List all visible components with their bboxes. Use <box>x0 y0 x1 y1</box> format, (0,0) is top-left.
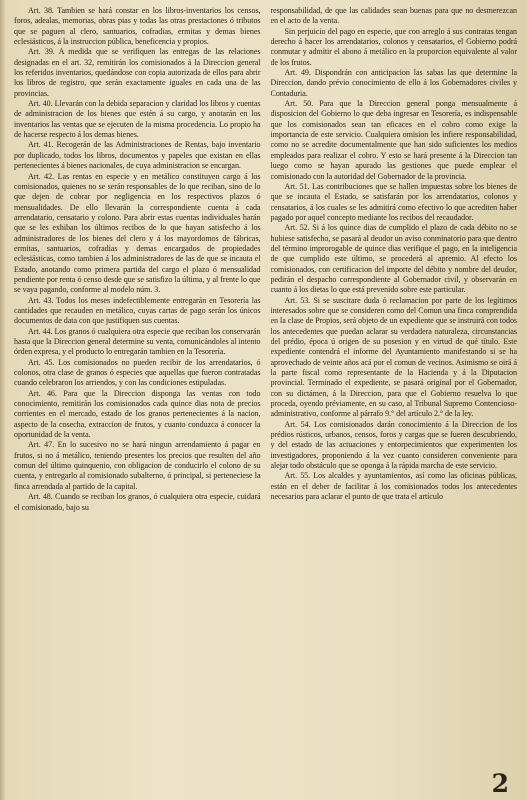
left-column <box>14 6 261 776</box>
article-paragraph: Art. 43. Todos los meses indefectiblemente entregarán en Tesorería las cantidades que recauden en metálico, cuyas cartas de pago serán los únicos documentos de data con que justifiquen sus cuentas. <box>14 295 261 326</box>
article-paragraph: Art. 46. Para que la Direccion disponga las ventas con todo conocimiento, remitirán los comisionados cada quince dias nota de precios corrientes en el mercado, estado de los granos pertenecientes á la nacion, aspecto de la cosecha, extraccion de frutos, y cuanto conduzca á conocer la oportunidad de la venta. <box>14 388 261 440</box>
article-paragraph: Art. 49. Dispondrán con anticipacion las sabas las que determine la Direccion, dando prévio conocimiento de ello á los Gobernadores civiles y Contaduria. <box>270 68 517 98</box>
article-paragraph: Art. 45. Los comisionados no pueden recibir de los arrendatarios, ó colonos, otra clase de granos ó especies que aquellas que fueron contratadas cuando celebraron los arriendos, y con las condiciones estipuladas. <box>14 357 261 388</box>
article-paragraph: Art. 38. Tambien se hará constar en los libros-inventarios los censos, foros, adealas, memorias, obras pias y todas las otras prestaciones ó tributos que se paguen al clero, santuarios, cofradias, ermitas y demas bienes eclesiásticos, á la instruccion pública, beneficencia y propios. <box>14 6 261 47</box>
binding-edge-shadow <box>0 0 6 800</box>
article-paragraph: Art. 50. Para que la Direccion general ponga mensualmente á disposicion del Gobierno lo que deba ingresar en Tesorería, es indispensable que los comisionados sean tan eficaces en el cobro como exige la importancia de este servicio. Cualquiera omision les infiere responsabilidad, como no se acredite documentalmente que han sido suficientes los medios empleados para realizar el cobro. Y esto se hará presente á la Direccion tan luego como se hayan apurado las gestiones que puede emplear el comisionado con la autoridad del Gobernador de la provincia. <box>270 99 517 181</box>
article-paragraph: Art. 44. Los granos ó cualquiera otra especie que reciban los conservarán hasta que la Direccion general determine su venta, comunicándoles al intento órden expresa, y el producto lo entregarán tambien en la Tesorería. <box>14 326 261 357</box>
article-paragraph: Art. 55. Los alcaldes y ayuntamientos, así como las oficinas públicas, están en el deber de facilitar á los comisionados todos los antecedentes necesarios para aclarar el punto de que trata el artículo <box>270 471 517 502</box>
article-paragraph: Art. 48. Cuando se reciban los granos, ó cualquiera otra especie, cuidará el comisionado, bajo su <box>14 492 261 512</box>
article-paragraph: Art. 47. En lo sucesivo no se hará ningun arrendamiento á pagar en frutos, si no á metálico, teniendo presentes los precios que resulten del año comun del último quinquenio, con obligacion de conducirlo el colono de su cuenta, y entregarlo al comisionado subalterno, ó principal, si perteneciese la finca arrendada al partido de la capital. <box>14 440 261 491</box>
right-column <box>271 6 518 776</box>
article-paragraph: Art. 41. Recogerán de las Administraciones de Rentas, bajo inventario por duplicado, todos los libros, documentos y papeles que existan en ellas pertenecientes á bienes nacionales, de cuya administracion se encargan. <box>14 140 261 171</box>
article-paragraph: Art. 51. Las contribuciones que se hallen impuestas sobre los bienes de que se incauta el Estado, se satisfarán por los arrendatarios, colonos y censatarios, á los cuales se les admitirá como efectivo lo que acrediten haber pagado por aquel concepto mediante los recibos del recaudador. <box>270 181 517 222</box>
page-number: 2 <box>491 769 509 798</box>
article-paragraph: Sin perjuicio del pago en especie, que con arreglo á sus contratas tengan derecho á hacer los arrendatarios, colonos y censatarios, el Gobierno podrá conmutar y admitir el abono á metálico en la proporcion equivalente al valor de los frutos. <box>270 26 517 67</box>
article-paragraph: Art. 39. A medida que se verifiquen las entregas de las relaciones designadas en el art. 32, remitirán los comisionados á la Direccion general los referidos inventarios, quedándose con copia autorizada de ellos para abrir los libros de registro, que serán exactamente iguales en cada una de las provincias. <box>14 47 261 98</box>
article-paragraph: Art. 53. Si se suscitare duda ó reclamacion por parte de los legítimos interesados sobre que se consideren como del Comun una finca comprendida en la clase de Propios, será objeto de un expediente que se instruirá con todos los antecedentes que puedan aclarar su verdadera naturaleza, circunstancias del prédio, época ú origen de su posesion y en virtud de qué título. Este expediente contendrá el informe del Ayuntamiento manifestando si se ha aprovechado de veinte años acá por el comun de vecinos. Asimismo se oirá á la parte fiscal como representante de la Hacienda y á la Diputacion provincial. Terminado el expediente, se pasará original por el Gobernador, con su dictámen, á la Direccion, para que el Gobierno resuelva lo que proceda, oyendo préviamente, en su caso, al Tribunal Supremo Contencioso-administrativo, conforme al párrafo 9.° del artículo 2.° de la ley. <box>270 295 517 419</box>
article-paragraph: Art. 40. Llevarán con la debida separacion y claridad los libros y cuentas de administracion de los bienes que estén á su cargo, y anotarán en los inventarios las ventas que se ejecuten de la misma procedencia. Lo propio ha de hacerse respecto á los demas bienes. <box>14 99 261 140</box>
article-paragraph: Art. 42. Las rentas en especie y en metálico constituyen cargo á los comisionados, quienes no se serán responsables de lo que reciban, sino de lo que dejen de cobrar por negligencia en los respectivos plazos ó mensualidades. De ello llevarán la correspondiente cuenta á cada arrendatario, censatario y colono. Para abrir estas cuentas individuales harán que se les exhiban los últimos recibos de lo que hayan satisfecho á los administradores de los bienes del clero y á los mayordomos de fábricas, ermitas, santuarios, cofradias y demas encargados de propiedades eclesiásticas, como tambien á los administradores de las de que se incauta el Estado, anotando como primera partida del cargo el plazo ó mensualidad pendiente por renta ó censo desde que se satisfizo la última, y al frente lo que se vaya pagando, conforme al modelo núm. 3. <box>14 171 261 295</box>
article-paragraph: responsabilidad, de que las calidades sean buenas para que no desmerezcan en el acto de la venta. <box>270 6 517 26</box>
article-paragraph: Art. 52. Si á los quince dias de cumplido el plazo de cada débito no se hubiese satisfecho, se pasará al deudor un aviso conminatorio para que dentro del término improrogable de quince dias verifique el pago, en la inteligencia de que cumplido este último, se procederá al apremio. Al efecto los comisionados, con certificacion del importe del débito y nombre del deudor, pedirán el despacho correspondiente al Gobernador civil, y observarán en cuanto á los dietas lo que está prevenido sobre este particular. <box>270 223 517 295</box>
text-columns <box>14 6 517 776</box>
article-paragraph: Art. 54. Los comisionados darán conocimiento á la Direccion de los prédios rústicos, urbanos, censos, foros y cargas que se fueren descubriendo, y del estado de las actuaciones y entorpecimientos que experimenten los investigadores, proponiendo á la vez cuanto consideren conveniente para alejar todo obstáculo que se oponga á la rápida marcha de este servicio. <box>270 419 517 471</box>
